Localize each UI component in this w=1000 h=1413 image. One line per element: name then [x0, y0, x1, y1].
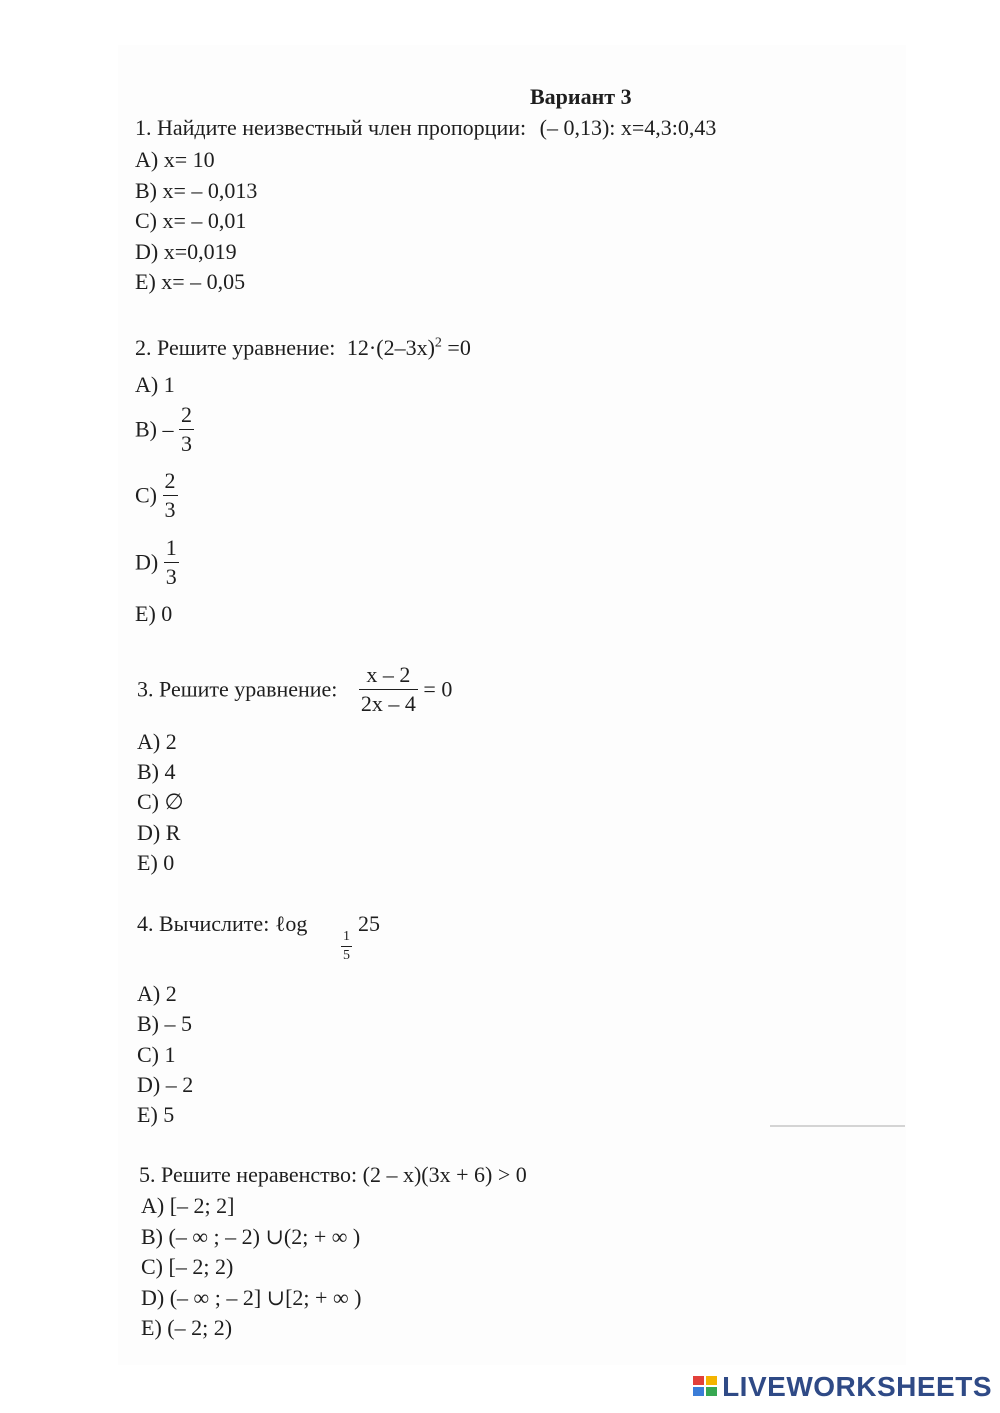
bleed-through-line [770, 1125, 905, 1127]
question-2 [135, 335, 471, 361]
question-2-rhs: =0 [441, 335, 471, 360]
q1-option-c[interactable]: C) x= – 0,01 [135, 208, 247, 233]
question-1-expression: (– 0,13): x=4,3:0,43 [539, 115, 717, 140]
q2-option-c-denominator: 3 [164, 497, 176, 522]
liveworksheets-wordmark: LIVEWORKSHEETS [722, 1371, 992, 1402]
q2-option-c-label: C) [135, 482, 157, 508]
question-5: 5. Решите неравенство: (2 – x)(3x + 6) > 0 [139, 1162, 527, 1187]
q5-option-a[interactable]: A) [– 2; 2] [141, 1193, 235, 1218]
q4-option-d[interactable]: D) – 2 [137, 1072, 194, 1097]
q2-option-d-fraction [164, 535, 179, 590]
liveworksheets-logo [693, 1371, 992, 1403]
q4-option-a[interactable]: A) 2 [137, 981, 177, 1006]
q5-option-d[interactable]: D) (– ∞ ; – 2] ∪[2; + ∞ ) [141, 1285, 362, 1310]
q2-option-b-fraction [179, 402, 194, 457]
question-2-prompt: 2. Решите уравнение: [135, 335, 336, 360]
question-3-denominator: 2x – 4 [360, 691, 416, 716]
q3-option-a[interactable]: A) 2 [137, 729, 177, 754]
q2-option-b[interactable] [135, 402, 194, 457]
q4-option-b[interactable]: B) – 5 [137, 1011, 192, 1036]
q1-option-a[interactable]: A) x= 10 [135, 147, 215, 172]
q2-option-d-numerator: 1 [165, 535, 177, 560]
question-4 [137, 911, 307, 937]
q2-option-b-denominator: 3 [181, 431, 192, 456]
question-3-numerator: x – 2 [366, 662, 411, 687]
q3-option-c[interactable]: C) ∅ [137, 789, 184, 814]
page-title: Вариант 3 [530, 84, 632, 109]
q5-option-e[interactable]: E) (– 2; 2) [141, 1315, 233, 1340]
question-4-log: ℓog [274, 911, 308, 936]
q2-option-b-numerator: 2 [181, 402, 192, 427]
question-4-base [341, 929, 352, 964]
q2-option-b-label: B) – [135, 416, 174, 442]
question-3 [137, 662, 452, 717]
q2-option-d-label: D) [135, 549, 159, 575]
q2-option-e[interactable]: E) 0 [135, 601, 173, 626]
q1-option-e[interactable]: E) x= – 0,05 [135, 269, 246, 294]
question-2-expression: 12·(2–3x) [346, 335, 435, 360]
q3-option-b[interactable]: B) 4 [137, 759, 176, 784]
question-4-base-fraction [341, 929, 352, 964]
q2-option-c-fraction [163, 468, 178, 523]
q1-option-d[interactable]: D) x=0,019 [135, 239, 237, 264]
q2-option-d-denominator: 3 [165, 564, 177, 589]
question-1 [135, 115, 716, 141]
q1-option-b[interactable]: B) x= – 0,013 [135, 178, 258, 203]
q4-option-c[interactable]: C) 1 [137, 1042, 176, 1067]
q2-option-c-numerator: 2 [164, 468, 176, 493]
question-3-fraction [359, 662, 418, 717]
question-4-base-denominator: 5 [343, 948, 350, 963]
q4-option-e[interactable]: E) 5 [137, 1102, 175, 1127]
q2-option-d[interactable] [135, 535, 179, 590]
question-4-argument: 25 [358, 911, 380, 936]
q2-option-a[interactable]: A) 1 [135, 372, 175, 397]
question-4-base-numerator: 1 [343, 929, 350, 944]
question-4-prompt: 4. Вычислите: [137, 911, 270, 936]
liveworksheets-logo-icon [693, 1376, 719, 1398]
question-2-exponent: 2 [434, 335, 442, 351]
q3-option-e[interactable]: E) 0 [137, 850, 175, 875]
question-3-prompt: 3. Решите уравнение: [137, 676, 338, 702]
q3-option-d[interactable]: D) R [137, 820, 181, 845]
q2-option-c[interactable] [135, 468, 178, 523]
question-3-rhs: = 0 [423, 676, 453, 702]
q5-option-c[interactable]: C) [– 2; 2) [141, 1254, 234, 1279]
q5-option-b[interactable]: B) (– ∞ ; – 2) ∪(2; + ∞ ) [141, 1224, 361, 1249]
question-1-prompt: 1. Найдите неизвестный член пропорции: [135, 115, 527, 140]
